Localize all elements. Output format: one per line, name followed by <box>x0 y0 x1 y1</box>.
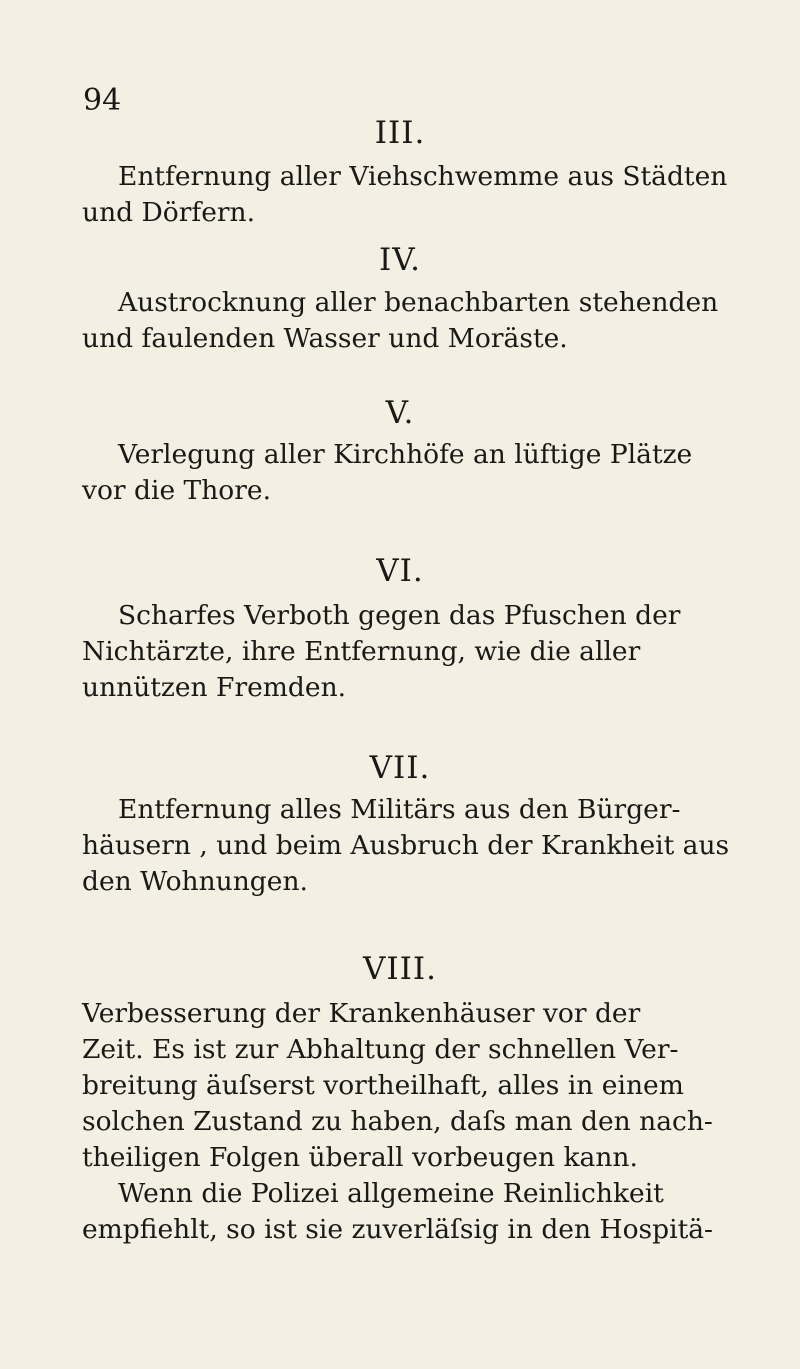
page-number: 94 <box>83 83 122 118</box>
paragraph-line: häusern , und beim Ausbruch der Krankheit aus <box>82 830 730 861</box>
section-numeral: III. <box>374 115 426 151</box>
paragraph-line: Entfernung aller Viehschwemme aus Städten <box>118 161 728 192</box>
section-numeral: VIII. <box>363 951 437 987</box>
paragraph-line: unnützen Fremden. <box>82 672 347 703</box>
section-numeral: VII. <box>369 750 431 786</box>
paragraph-line: den Wohnungen. <box>82 866 308 897</box>
section-numeral: V. <box>385 395 415 431</box>
paragraph-line: Verbesserung der Krankenhäuser vor der <box>82 998 641 1029</box>
section-paragraph <box>82 285 742 357</box>
paragraph-line: breitung äuſserst vortheilhaft, alles in einem <box>82 1070 684 1101</box>
paragraph-line: Zeit. Es ist zur Abhaltung der schnellen Ver- <box>82 1034 679 1065</box>
section-paragraph <box>82 996 742 1248</box>
paragraph-line: Verlegung aller Kirchhöfe an lüftige Plätze <box>118 439 693 470</box>
paragraph-line: Scharfes Verboth gegen das Pfuschen der <box>118 600 681 631</box>
section-numeral: VI. <box>376 553 424 589</box>
paragraph-line: Nichtärzte, ihre Entfernung, wie die aller <box>82 636 641 667</box>
paragraph-line: Entfernung alles Militärs aus den Bürger- <box>118 794 681 825</box>
paragraph-line: und faulenden Wasser und Moräste. <box>82 323 568 354</box>
section-paragraph <box>82 792 742 900</box>
paragraph-line: theiligen Folgen überall vorbeugen kann. <box>82 1142 638 1173</box>
paragraph-line: und Dörfern. <box>82 197 256 228</box>
paragraph-line: empfiehlt, so ist sie zuverläſsig in den Hospitä- <box>82 1214 713 1245</box>
section-paragraph <box>82 159 742 231</box>
paragraph-line: Austrocknung aller benachbarten stehenden <box>118 287 719 318</box>
section-numeral: IV. <box>378 242 422 278</box>
paragraph-line: Wenn die Polizei allgemeine Reinlichkeit <box>118 1178 664 1209</box>
section-paragraph <box>82 598 742 706</box>
paragraph-line: vor die Thore. <box>82 475 272 506</box>
paragraph-line: solchen Zustand zu haben, daſs man den nach- <box>82 1106 713 1137</box>
section-paragraph <box>82 437 742 509</box>
